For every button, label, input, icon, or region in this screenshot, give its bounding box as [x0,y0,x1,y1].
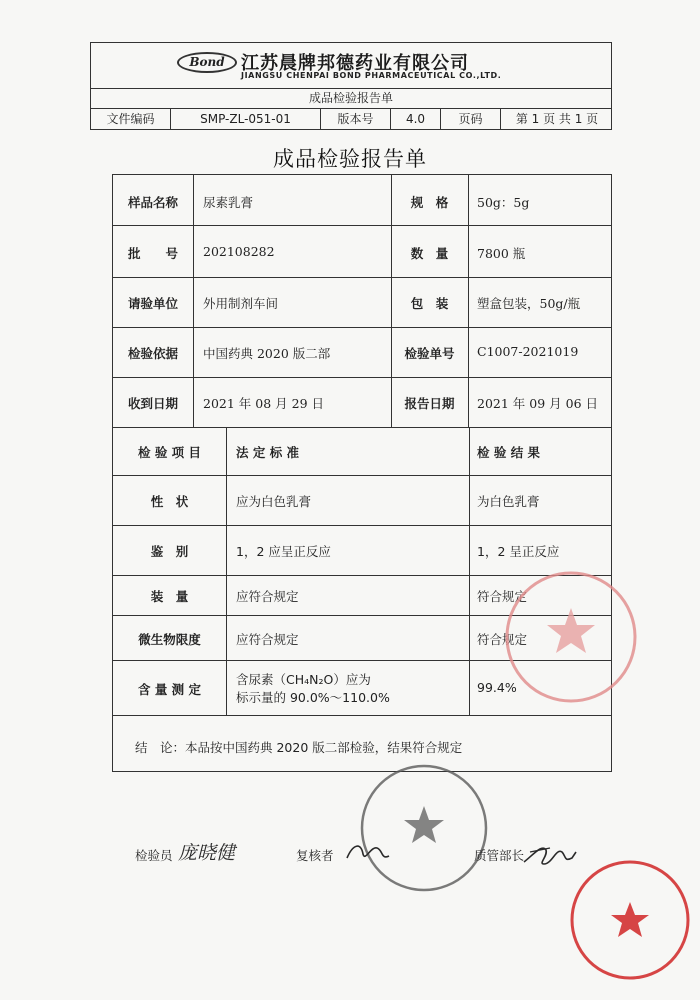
report-date-label: 报告日期 [404,396,455,411]
page-label: 页码 [441,108,501,130]
test-standard: 1，2 应呈正反应 [236,544,331,559]
manager-label: 质管部长 [474,848,525,863]
test-result: 符合规定 [477,632,528,647]
company-logo: Bond [177,52,237,73]
test-result: 1，2 呈正反应 [477,544,560,559]
test-item: 性 状 [150,494,189,509]
test-standard: 应符合规定 [236,589,299,604]
test-item: 含 量 测 定 [137,682,202,697]
quantity-label: 数 量 [410,246,449,261]
inspector-signature: 庞晓健 [178,842,236,864]
sample-name-value: 尿素乳膏 [203,195,254,210]
spec-value: 50g：5g [477,195,530,210]
test-standard: 应为白色乳膏 [236,494,312,509]
manager-signature [520,834,580,870]
quality-dept-seal-gray [358,762,490,894]
form-title: 成品检验报告单 [91,88,611,109]
seal-graphic [358,762,490,894]
doc-code: SMP-ZL-051-01 [171,108,321,130]
batch-value: 202108282 [203,244,275,259]
inspection-no-value: C1007-2021019 [477,344,579,359]
test-item: 装 量 [150,589,189,604]
test-result: 符合规定 [477,589,528,604]
inspection-no-label: 检验单号 [404,346,455,361]
partner-seal-red [568,858,693,983]
test-result: 为白色乳膏 [477,494,540,509]
document-header [90,42,612,130]
quantity-value: 7800 瓶 [477,246,526,261]
batch-label: 批 号 [127,246,178,261]
test-item: 鉴 别 [150,544,189,559]
doc-code-label: 文件编码 [91,108,171,130]
requester-value: 外用制剂车间 [203,296,279,311]
document-meta-row [91,108,611,130]
report-date-value: 2021 年 09 月 06 日 [477,396,598,411]
tests-standard-header: 法 定 标 准 [236,445,300,460]
basis-label: 检验依据 [127,346,178,361]
packaging-label: 包 装 [410,296,449,311]
test-standard-line2: 标示量的 90.0%～110.0% [236,690,390,705]
seal-graphic [568,858,693,983]
test-standard: 应符合规定 [236,632,299,647]
test-standard: 含尿素（CH₄N₂O）应为 [236,672,371,687]
basis-value: 中国药典 2020 版二部 [203,346,331,361]
tests-result-header: 检 验 结 果 [477,445,541,460]
conclusion: 结 论：本品按中国药典 2020 版二部检验，结果符合规定 [135,740,463,755]
company-name-en: JIANGSU CHENPAI BOND PHARMACEUTICAL CO.,LTD. [241,71,502,80]
company-banner [91,43,611,89]
report-title: 成品检验报告单 [273,147,427,171]
inspector-label: 检验员 [135,848,173,863]
spec-label: 规 格 [410,195,449,210]
requester-label: 请验单位 [127,296,178,311]
packaging-value: 塑盒包装，50g/瓶 [477,296,581,311]
tests-item-header: 检 验 项 目 [137,445,202,460]
page-value: 第 1 页 共 1 页 [515,112,599,126]
received-date-label: 收到日期 [127,396,178,411]
seal-graphic [502,568,640,706]
test-item: 微生物限度 [138,632,201,647]
version-label: 版本号 [321,108,391,130]
sample-name-label: 样品名称 [127,195,178,210]
test-result: 99.4% [477,680,517,695]
company-name-cn: 江苏晨牌邦德药业有限公司 [241,53,469,74]
version-value: 4.0 [391,108,441,130]
reviewer-label: 复核者 [296,848,334,863]
received-date-value: 2021 年 08 月 29 日 [203,396,324,411]
quality-dept-seal-red [502,568,640,706]
reviewer-signature [343,836,393,866]
